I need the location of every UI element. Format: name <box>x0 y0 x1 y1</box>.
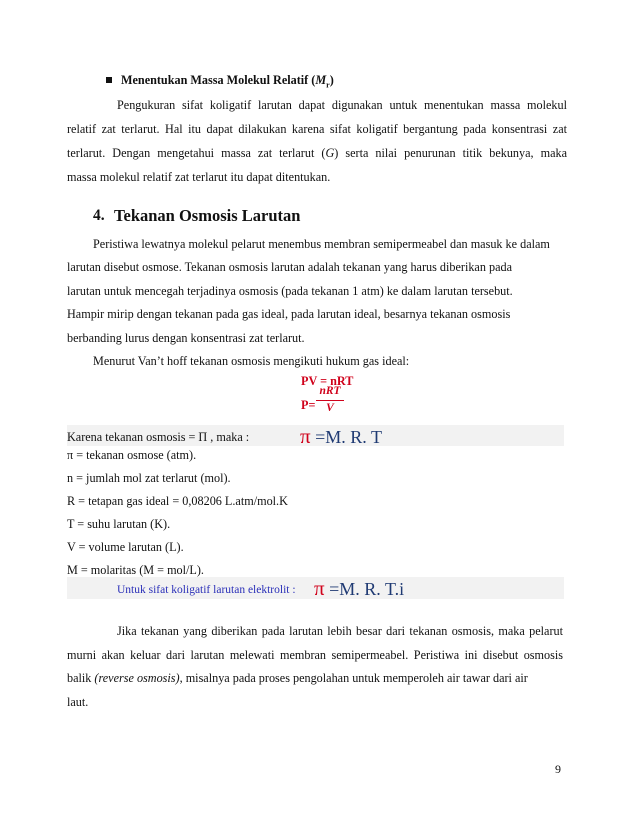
fraction-numerator: nRT <box>319 385 341 397</box>
fraction-bar <box>316 400 344 401</box>
osmosis-paragraph-line-3: larutan untuk mencegah terjadinya osmosis (pada tekanan 1 atm) ke dalam larutan tersebut. <box>67 284 513 298</box>
osmosis-paragraph-line-4: Hampir mirip dengan tekanan pada gas ideal, pada larutan ideal, besarnya tekanan osmosis <box>67 307 511 321</box>
closing-line-2: murni akan keluar dari larutan melewati membran semipermeabel. Peristiwa ini disebut osmosis <box>67 648 563 662</box>
definition-n: n = jumlah mol zat terlarut (mol). <box>67 471 231 485</box>
definition-v: V = volume larutan (L). <box>67 540 184 554</box>
definition-m: M = molaritas (M = mol/L). <box>67 563 204 577</box>
section-title: Tekanan Osmosis Larutan <box>114 206 301 225</box>
definition-r: R = tetapan gas ideal = 0,08206 L.atm/mol.K <box>67 494 288 508</box>
fraction-denominator: V <box>326 402 334 414</box>
osmosis-paragraph-line-1: Peristiwa lewatnya molekul pelarut menembus membran semipermeabel dan masuk ke dalam <box>93 237 550 251</box>
elektrolit-text: Untuk sifat koligatif larutan elektrolit : <box>117 584 296 596</box>
subsection-title: Menentukan Massa Molekul Relatif $(M_r)$ <box>121 73 334 90</box>
karena-text: Karena tekanan osmosis = Π , maka : <box>67 430 250 444</box>
osmosis-paragraph-line-2: larutan disebut osmose. Tekanan osmosis larutan adalah tekanan yang harus diberikan pada <box>67 260 512 274</box>
closing-line-1: Jika tekanan yang diberikan pada larutan lebih besar dari tekanan osmosis, maka pelarut <box>117 624 563 638</box>
definition-pi: π = tekanan osmose (atm). <box>67 448 197 462</box>
electrolyte-formula: π =M. R. T.i <box>314 576 405 600</box>
osmosis-paragraph-line-5: berbanding lurus dengan konsentrasi zat terlarut. <box>67 331 305 345</box>
definition-t: T = suhu larutan (K). <box>67 517 171 531</box>
equation-pv-nrt: PV = nRT <box>301 374 354 388</box>
mr-paragraph-line-2: relatif zat terlarut. Hal itu dapat dilakukan karena sifat koligatif bergantung pada konsentrasi zat <box>67 122 567 136</box>
vant-hoff-line: Menurut Van’t hoff tekanan osmosis mengikuti hukum gas ideal: <box>93 354 410 368</box>
mr-paragraph-line-3: terlarut. Dengan mengetahui massa zat terlarut (G) serta nilai penurunan titik bekunya, maka <box>67 146 568 160</box>
mr-paragraph-line-1: Pengukuran sifat koligatif larutan dapat digunakan untuk menentukan massa molekul <box>117 98 567 112</box>
page-number: 9 <box>555 762 561 776</box>
section-number: 4. <box>93 207 105 224</box>
mr-paragraph-line-4: massa molekul relatif zat terlarut itu dapat ditentukan. <box>67 170 331 184</box>
bullet-square-icon <box>106 77 112 83</box>
closing-line-4: laut. <box>67 695 89 709</box>
osmotic-pressure-formula: π =M. R. T <box>300 424 382 448</box>
equation-p-lhs: P= <box>301 398 316 412</box>
closing-line-3: balik (reverse osmosis), misalnya pada proses pengolahan untuk memperoleh air tawar dari air <box>67 671 528 685</box>
